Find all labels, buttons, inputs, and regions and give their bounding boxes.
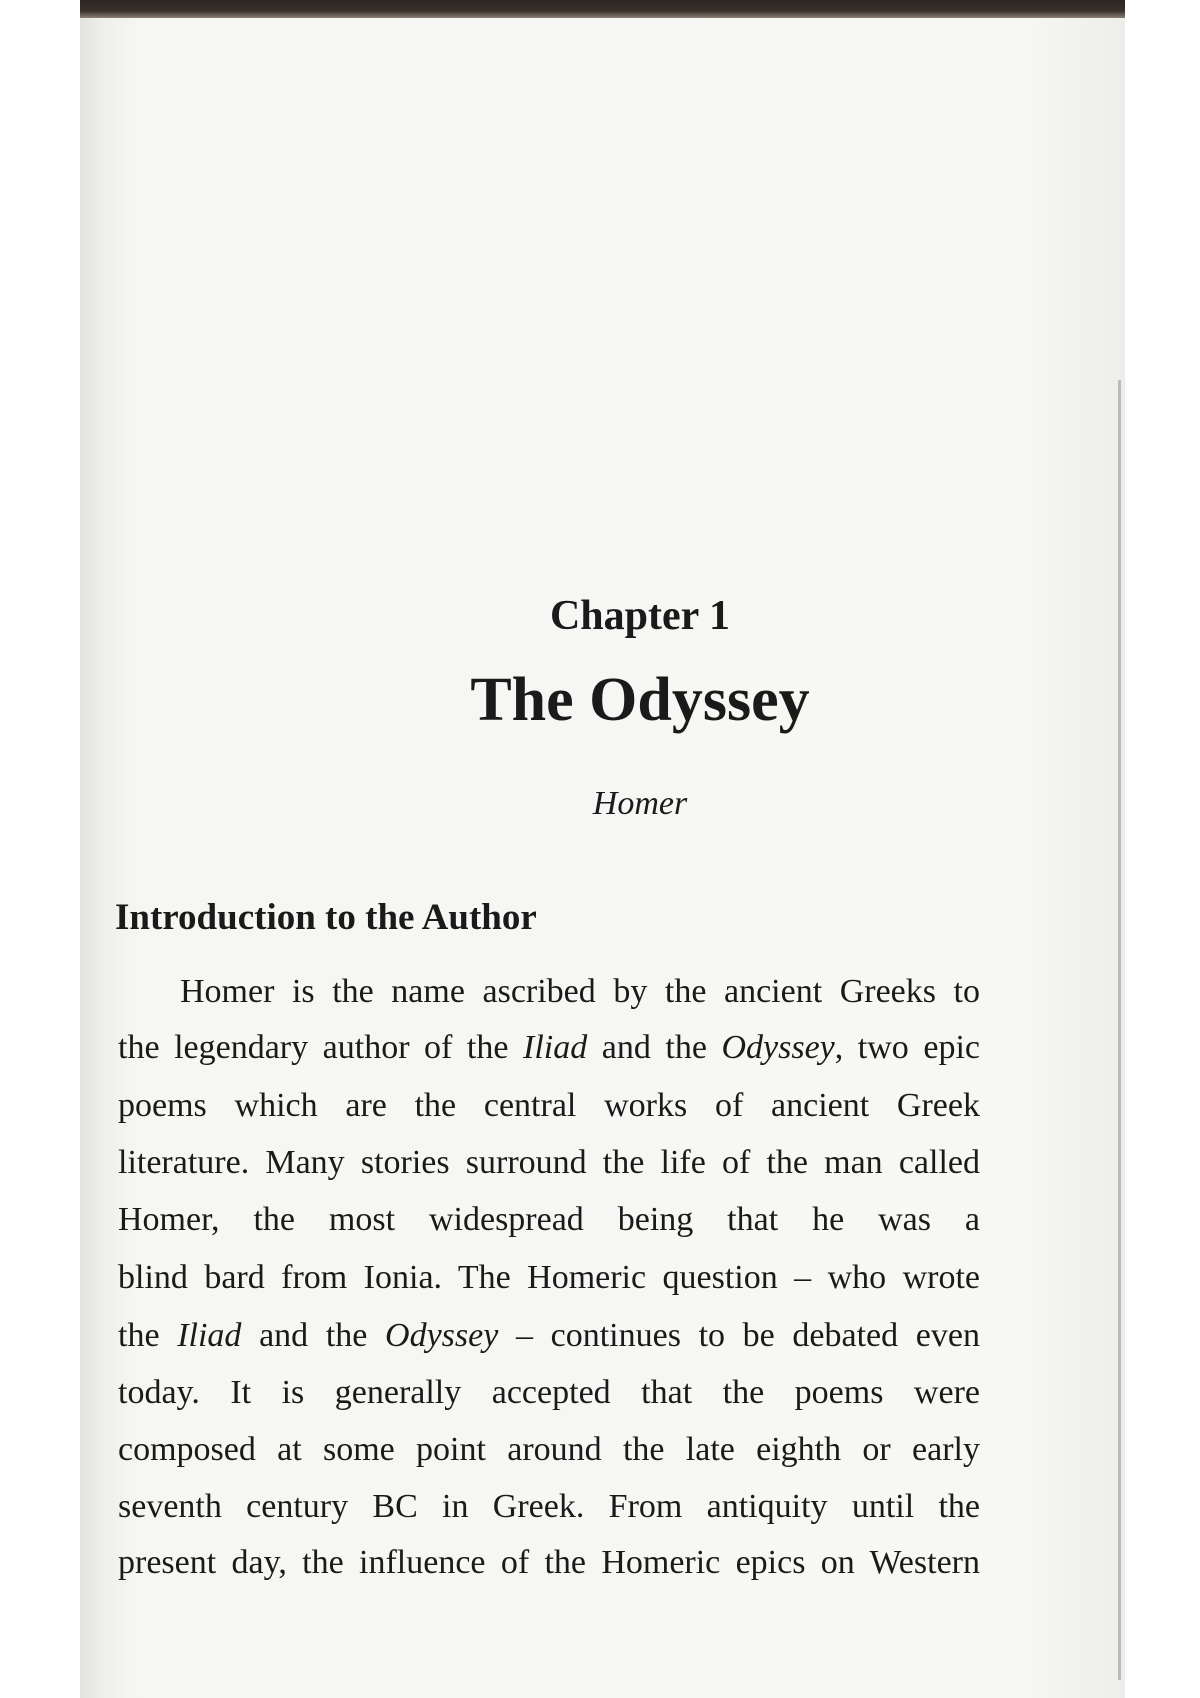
body-line: Homer is the name ascribed by the ancient Greeks to (180, 973, 980, 1010)
body-line: today. It is generally accepted that the poems were (118, 1374, 980, 1411)
text: – continues to be debated even (498, 1317, 980, 1354)
page-edge (1118, 380, 1121, 1680)
section-heading: Introduction to the Author (115, 897, 537, 938)
text-italic: Odyssey (385, 1317, 499, 1354)
author-name: Homer (592, 785, 688, 822)
body-line: present day, the influence of the Homeric epics on Western (118, 1544, 980, 1581)
body-line: blind bard from Ionia. The Homeric question – who wrote (118, 1259, 980, 1296)
body-line: Homer, the most widespread being that he was a (118, 1201, 980, 1238)
text: the (118, 1317, 178, 1354)
text: , two epic (834, 1029, 980, 1066)
text: and the (241, 1317, 386, 1354)
body-line: literature. Many stories surround the life of the man called (118, 1144, 980, 1181)
body-line (118, 1316, 980, 1356)
body-line: poems which are the central works of ancient Greek (118, 1087, 980, 1124)
text-italic: Iliad (177, 1317, 242, 1354)
text: and the (587, 1029, 722, 1066)
text-italic: Iliad (523, 1029, 588, 1066)
text-italic: Odyssey (721, 1029, 835, 1066)
chapter-label: Chapter 1 (549, 593, 731, 639)
body-line: composed at some point around the late eighth or early (118, 1431, 980, 1468)
body-line (118, 1028, 980, 1068)
text: the legendary author of the (118, 1029, 523, 1066)
chapter-title: The Odyssey (470, 666, 810, 734)
body-line: seventh century BC in Greek. From antiquity until the (118, 1488, 980, 1525)
scan-top-edge (80, 0, 1125, 18)
